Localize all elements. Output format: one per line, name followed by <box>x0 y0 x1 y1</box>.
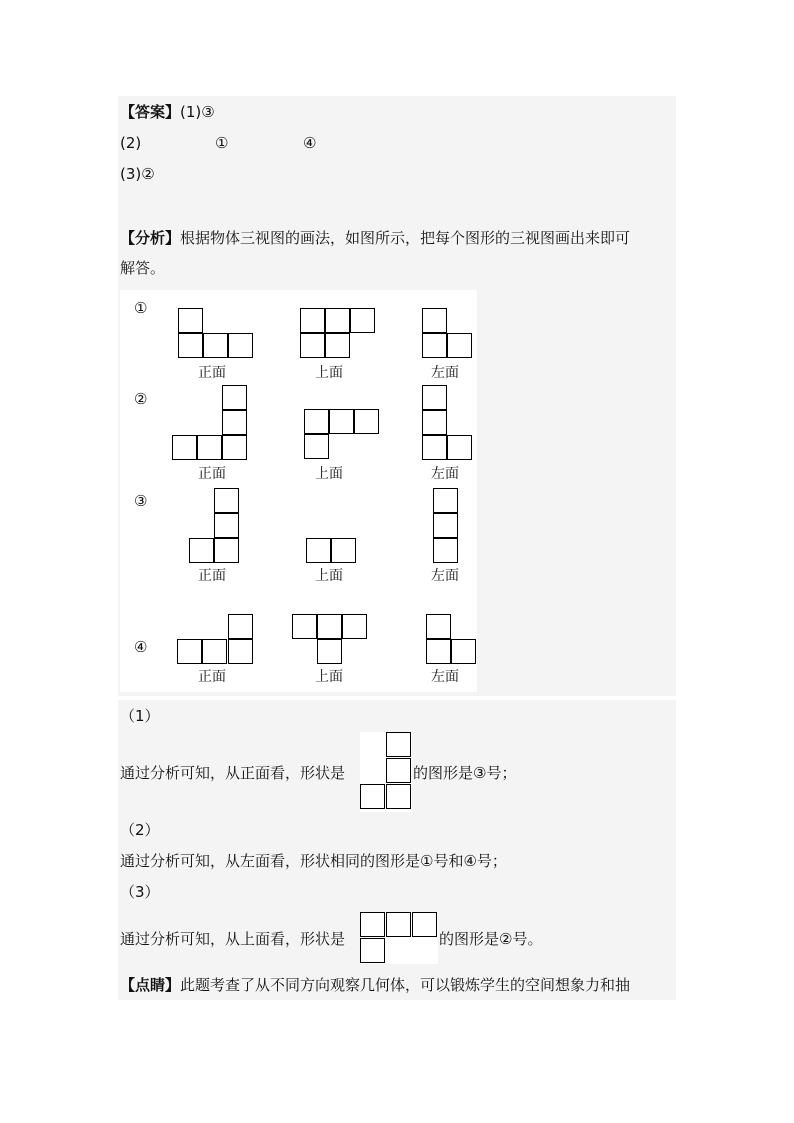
answer-label: 【答案】 <box>120 103 181 121</box>
comment-label: 【点睛】 <box>120 976 181 994</box>
grid-cell <box>222 385 247 410</box>
grid-cell <box>214 513 239 538</box>
answer-part-2-a: ① <box>215 134 229 152</box>
grid-cell <box>433 538 458 563</box>
grid-cell <box>304 434 329 459</box>
inline-shape-top-view <box>360 912 438 964</box>
grid-cell <box>325 333 350 358</box>
explain-text-1-before: 通过分析可知，从正面看，形状是 <box>120 764 346 782</box>
row-number-1: ① <box>134 299 148 317</box>
analysis-text-1: 根据物体三视图的画法，如图所示，把每个图形的三视图画出来即可 <box>180 229 631 247</box>
grid-cell <box>325 308 350 333</box>
grid-cell <box>228 333 253 358</box>
caption-left: 左面 <box>431 365 459 381</box>
caption-top: 上面 <box>315 365 343 381</box>
row-number-3: ③ <box>134 492 148 510</box>
grid-cell <box>177 639 202 664</box>
grid-cell <box>228 639 253 664</box>
grid-cell <box>447 435 472 460</box>
caption-left: 左面 <box>431 669 459 685</box>
grid-cell <box>422 333 447 358</box>
grid-cell <box>329 409 354 434</box>
grid-cell <box>300 333 325 358</box>
grid-cell <box>422 410 447 435</box>
caption-left: 左面 <box>431 568 459 584</box>
answer-band-3 <box>118 158 676 220</box>
grid-cell <box>426 639 451 664</box>
answer-line-2 <box>120 133 141 153</box>
grid-cell <box>447 333 472 358</box>
grid-cell <box>350 308 375 333</box>
grid-cell <box>412 912 437 937</box>
grid-cell <box>360 912 385 937</box>
caption-top: 上面 <box>315 466 343 482</box>
caption-top: 上面 <box>315 568 343 584</box>
explain-text-3-before: 通过分析可知，从上面看，形状是 <box>120 930 346 948</box>
explain-label-1: （1） <box>120 707 160 725</box>
grid-cell <box>386 912 411 937</box>
grid-cell <box>172 435 197 460</box>
caption-front: 正面 <box>198 568 226 584</box>
grid-cell <box>292 614 317 639</box>
row-number-2: ② <box>134 390 148 408</box>
caption-front: 正面 <box>198 466 226 482</box>
explain-band-1 <box>118 700 676 730</box>
caption-front: 正面 <box>198 669 226 685</box>
grid-cell <box>197 435 222 460</box>
grid-cell <box>433 513 458 538</box>
grid-cell <box>203 333 228 358</box>
comment-line <box>120 975 630 995</box>
analysis-label: 【分析】 <box>120 229 181 247</box>
grid-cell <box>306 538 331 563</box>
grid-cell <box>228 614 253 639</box>
explain-label-2: （2） <box>120 821 160 839</box>
comment-text: 此题考查了从不同方向观察几何体，可以锻炼学生的空间想象力和抽 <box>180 976 631 994</box>
answer-part-3: (3)② <box>120 165 155 183</box>
grid-cell <box>214 538 239 563</box>
explain-text-1-after: 的图形是③号； <box>413 764 517 782</box>
analysis-text-2: 解答。 <box>120 259 166 277</box>
grid-cell <box>422 308 447 333</box>
three-view-figure <box>120 290 477 692</box>
explain-text-2: 通过分析可知，从左面看，形状相同的图形是①号和④号； <box>120 852 507 870</box>
grid-cell <box>317 614 342 639</box>
explain-text-3-after: 的图形是②号。 <box>439 930 543 948</box>
grid-cell <box>360 938 385 963</box>
grid-cell <box>386 784 411 809</box>
grid-cell <box>202 639 227 664</box>
grid-cell <box>386 732 411 757</box>
grid-cell <box>354 409 379 434</box>
caption-front: 正面 <box>198 365 226 381</box>
grid-cell <box>178 333 203 358</box>
grid-cell <box>178 308 203 333</box>
grid-cell <box>331 538 356 563</box>
answer-part-2-b: ④ <box>303 134 317 152</box>
grid-cell <box>451 639 476 664</box>
grid-cell <box>222 435 247 460</box>
explain-label-3: （3） <box>120 883 160 901</box>
grid-cell <box>214 488 239 513</box>
grid-cell <box>422 435 447 460</box>
grid-cell <box>222 410 247 435</box>
grid-cell <box>422 385 447 410</box>
explain-band-3 <box>118 812 676 844</box>
grid-cell <box>360 784 385 809</box>
answer-band-2 <box>118 128 676 158</box>
inline-shape-front-view <box>360 732 412 812</box>
grid-cell <box>300 308 325 333</box>
answer-part-1: (1)③ <box>180 103 215 121</box>
grid-cell <box>342 614 367 639</box>
explain-band-5 <box>118 876 676 908</box>
analysis-line-1 <box>120 228 630 248</box>
row-number-4: ④ <box>134 638 148 656</box>
grid-cell <box>189 538 214 563</box>
grid-cell <box>433 488 458 513</box>
caption-left: 左面 <box>431 466 459 482</box>
grid-cell <box>426 614 451 639</box>
answer-part-2-label: (2) <box>120 134 142 152</box>
answer-line-1 <box>120 102 215 122</box>
grid-cell <box>386 758 411 783</box>
caption-top: 上面 <box>315 669 343 685</box>
grid-cell <box>304 409 329 434</box>
grid-cell <box>317 639 342 664</box>
